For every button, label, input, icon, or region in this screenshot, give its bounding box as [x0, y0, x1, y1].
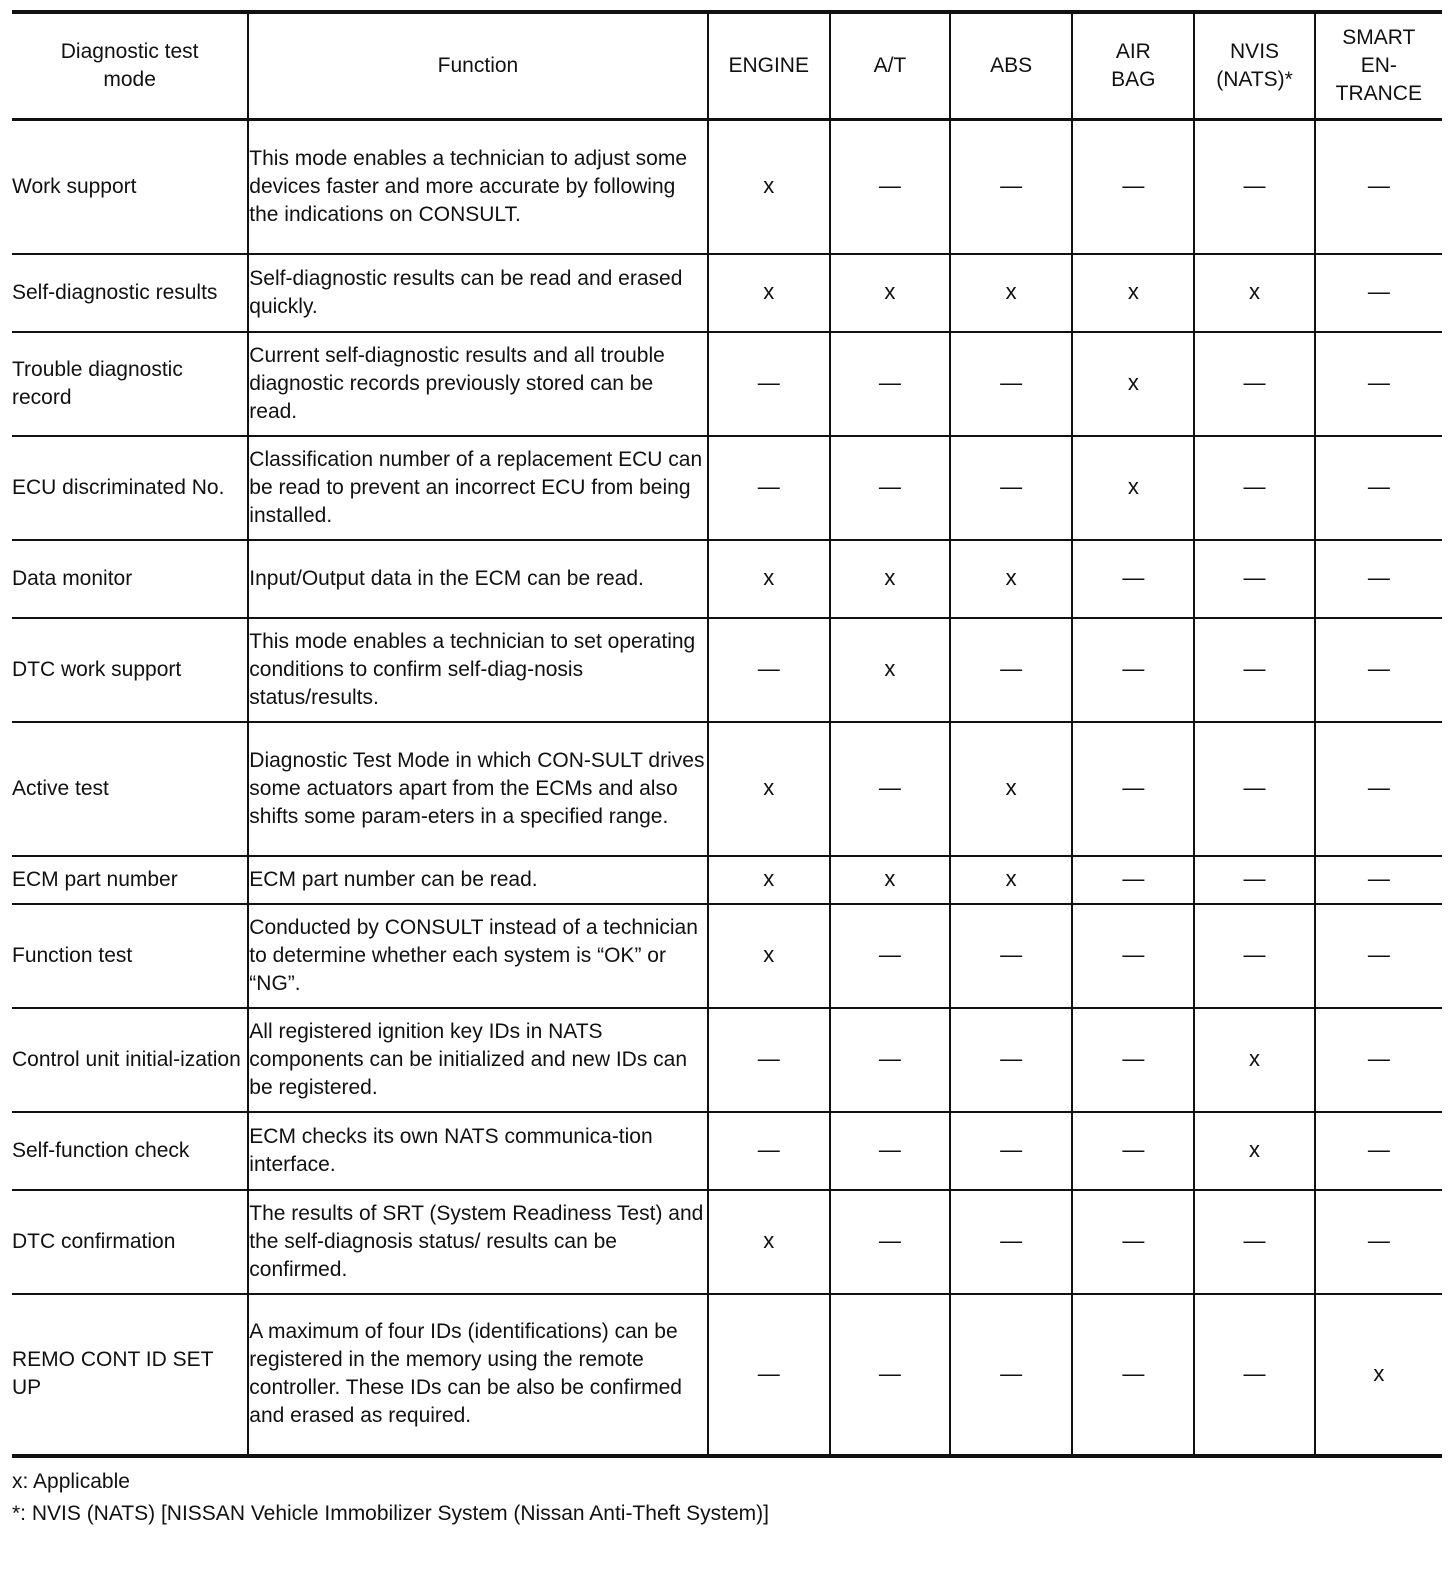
- not-applicable-mark: —: [1122, 1046, 1145, 1071]
- cell-abs: [950, 856, 1072, 904]
- cell-nvis: [1194, 722, 1314, 856]
- cell-smart: [1315, 120, 1442, 254]
- not-applicable-mark: —: [1122, 1228, 1145, 1253]
- not-applicable-mark: —: [1367, 942, 1390, 967]
- cell-at: [830, 904, 950, 1008]
- cell-mode: ECU discriminated No.: [12, 436, 248, 540]
- cell-engine: [708, 1294, 830, 1456]
- cell-smart: [1315, 1008, 1442, 1112]
- table-row: [12, 1112, 1442, 1190]
- cell-engine: [708, 436, 830, 540]
- cell-mode: Work support: [12, 120, 248, 254]
- cell-smart: [1315, 1294, 1442, 1456]
- cell-smart: [1315, 436, 1442, 540]
- table-row: [12, 722, 1442, 856]
- not-applicable-mark: —: [1367, 656, 1390, 681]
- header-function: Function: [248, 12, 707, 120]
- cell-airbag: [1072, 332, 1194, 436]
- not-applicable-mark: —: [1367, 370, 1390, 395]
- cell-smart: [1315, 1190, 1442, 1294]
- cell-abs: [950, 1112, 1072, 1190]
- cell-at: [830, 618, 950, 722]
- cell-nvis: [1194, 904, 1314, 1008]
- not-applicable-mark: —: [1243, 775, 1266, 800]
- not-applicable-mark: —: [1000, 1228, 1023, 1253]
- not-applicable-mark: —: [1367, 173, 1390, 199]
- not-applicable-mark: —: [757, 656, 780, 681]
- header-at: A/T: [830, 12, 950, 120]
- not-applicable-mark: —: [1000, 370, 1023, 395]
- cell-smart: [1315, 904, 1442, 1008]
- cell-function: A maximum of four IDs (identifications) can be registered in the memory using the remote controller. These IDs can be also be confirmed and erased as required.: [248, 1294, 707, 1456]
- footnote-nvis: *: NVIS (NATS) [NISSAN Vehicle Immobilizer System (Nissan Anti-Theft System)]: [12, 1501, 769, 1525]
- cell-mode: ECM part number: [12, 856, 248, 904]
- cell-at: [830, 1190, 950, 1294]
- table-body: [12, 120, 1442, 1456]
- not-applicable-mark: —: [1367, 1137, 1390, 1162]
- footnotes: [12, 1466, 1442, 1530]
- cell-smart: [1315, 332, 1442, 436]
- cell-smart: [1315, 618, 1442, 722]
- header-air-bag: AIR BAG: [1072, 12, 1194, 120]
- cell-abs: [950, 436, 1072, 540]
- not-applicable-mark: —: [1243, 565, 1266, 590]
- not-applicable-mark: —: [1000, 1137, 1023, 1162]
- cell-engine: [708, 1112, 830, 1190]
- cell-mode: Self-diagnostic results: [12, 254, 248, 332]
- applicable-mark: x: [763, 866, 775, 891]
- not-applicable-mark: —: [1122, 1137, 1145, 1162]
- applicable-mark: x: [1249, 1137, 1261, 1162]
- cell-function: Self-diagnostic results can be read and erased quickly.: [248, 254, 707, 332]
- cell-mode: Active test: [12, 722, 248, 856]
- header-smart-entrance: SMART EN-TRANCE: [1315, 12, 1442, 120]
- not-applicable-mark: —: [878, 942, 901, 967]
- applicable-mark: x: [1005, 775, 1017, 800]
- not-applicable-mark: —: [1243, 1228, 1266, 1253]
- not-applicable-mark: —: [1243, 942, 1266, 967]
- not-applicable-mark: —: [1122, 565, 1145, 590]
- applicable-mark: x: [1127, 474, 1139, 499]
- cell-engine: [708, 1008, 830, 1112]
- cell-airbag: [1072, 436, 1194, 540]
- cell-airbag: [1072, 1190, 1194, 1294]
- applicable-mark: x: [1005, 279, 1017, 304]
- applicable-mark: x: [1249, 279, 1261, 304]
- cell-abs: [950, 332, 1072, 436]
- not-applicable-mark: —: [1122, 942, 1145, 967]
- cell-nvis: [1194, 856, 1314, 904]
- table-row: [12, 120, 1442, 254]
- cell-nvis: [1194, 1190, 1314, 1294]
- not-applicable-mark: —: [1367, 565, 1390, 590]
- cell-function: Current self-diagnostic results and all trouble diagnostic records previously stored can be read.: [248, 332, 707, 436]
- cell-at: [830, 254, 950, 332]
- not-applicable-mark: —: [1000, 1360, 1023, 1386]
- not-applicable-mark: —: [878, 1137, 901, 1162]
- cell-engine: [708, 904, 830, 1008]
- applicable-mark: x: [884, 279, 896, 304]
- cell-smart: [1315, 254, 1442, 332]
- cell-function: All registered ignition key IDs in NATS components can be initialized and new IDs can be registered.: [248, 1008, 707, 1112]
- diagnostic-test-mode-table: [12, 10, 1442, 1458]
- not-applicable-mark: —: [1122, 866, 1145, 891]
- applicable-mark: x: [1373, 1360, 1385, 1386]
- cell-nvis: [1194, 332, 1314, 436]
- cell-nvis: [1194, 540, 1314, 618]
- header-diagnostic-test-mode: Diagnostic test mode: [12, 12, 248, 120]
- cell-at: [830, 1112, 950, 1190]
- not-applicable-mark: —: [1367, 1228, 1390, 1253]
- cell-function: Input/Output data in the ECM can be read.: [248, 540, 707, 618]
- applicable-mark: x: [884, 656, 896, 681]
- not-applicable-mark: —: [1122, 173, 1145, 199]
- cell-airbag: [1072, 904, 1194, 1008]
- cell-engine: [708, 254, 830, 332]
- cell-smart: [1315, 540, 1442, 618]
- cell-nvis: [1194, 618, 1314, 722]
- table-row: [12, 1190, 1442, 1294]
- cell-engine: [708, 856, 830, 904]
- cell-abs: [950, 618, 1072, 722]
- cell-smart: [1315, 722, 1442, 856]
- not-applicable-mark: —: [1243, 1360, 1266, 1386]
- not-applicable-mark: —: [1367, 1046, 1390, 1071]
- footnote-applicable: x: Applicable: [12, 1469, 130, 1493]
- not-applicable-mark: —: [1243, 656, 1266, 681]
- table-row: [12, 254, 1442, 332]
- not-applicable-mark: —: [1243, 173, 1266, 199]
- cell-at: [830, 332, 950, 436]
- cell-airbag: [1072, 1294, 1194, 1456]
- cell-mode: Function test: [12, 904, 248, 1008]
- applicable-mark: x: [1127, 370, 1139, 395]
- applicable-mark: x: [763, 942, 775, 967]
- cell-nvis: [1194, 1294, 1314, 1456]
- applicable-mark: x: [763, 173, 775, 199]
- header-engine: ENGINE: [708, 12, 830, 120]
- cell-function: Classification number of a replacement ECU can be read to prevent an incorrect ECU from being installed.: [248, 436, 707, 540]
- cell-airbag: [1072, 1112, 1194, 1190]
- not-applicable-mark: —: [1122, 1360, 1145, 1386]
- not-applicable-mark: —: [1122, 775, 1145, 800]
- table-row: [12, 436, 1442, 540]
- cell-function: ECM checks its own NATS communica-tion interface.: [248, 1112, 707, 1190]
- not-applicable-mark: —: [757, 1046, 780, 1071]
- not-applicable-mark: —: [1367, 279, 1390, 304]
- not-applicable-mark: —: [1243, 370, 1266, 395]
- not-applicable-mark: —: [878, 474, 901, 499]
- not-applicable-mark: —: [878, 1360, 901, 1386]
- cell-abs: [950, 722, 1072, 856]
- applicable-mark: x: [884, 565, 896, 590]
- not-applicable-mark: —: [878, 775, 901, 800]
- table-row: [12, 856, 1442, 904]
- applicable-mark: x: [763, 565, 775, 590]
- not-applicable-mark: —: [878, 173, 901, 199]
- not-applicable-mark: —: [1367, 775, 1390, 800]
- table-row: [12, 618, 1442, 722]
- cell-nvis: [1194, 1112, 1314, 1190]
- cell-engine: [708, 332, 830, 436]
- applicable-mark: x: [884, 866, 896, 891]
- cell-function: ECM part number can be read.: [248, 856, 707, 904]
- cell-abs: [950, 254, 1072, 332]
- not-applicable-mark: —: [1243, 474, 1266, 499]
- not-applicable-mark: —: [1000, 474, 1023, 499]
- not-applicable-mark: —: [757, 370, 780, 395]
- cell-smart: [1315, 1112, 1442, 1190]
- cell-mode: Data monitor: [12, 540, 248, 618]
- header-abs: ABS: [950, 12, 1072, 120]
- cell-function: Diagnostic Test Mode in which CON-SULT drives some actuators apart from the ECMs and also shifts some param-eters in a specified range.: [248, 722, 707, 856]
- cell-at: [830, 856, 950, 904]
- cell-function: The results of SRT (System Readiness Test) and the self-diagnosis status/ results can be confirmed.: [248, 1190, 707, 1294]
- cell-abs: [950, 1294, 1072, 1456]
- document: [12, 10, 1442, 1530]
- not-applicable-mark: —: [1000, 1046, 1023, 1071]
- cell-airbag: [1072, 254, 1194, 332]
- cell-at: [830, 120, 950, 254]
- cell-function: This mode enables a technician to adjust some devices faster and more accurate by following the indications on CONSULT.: [248, 120, 707, 254]
- cell-at: [830, 1294, 950, 1456]
- table-row: [12, 904, 1442, 1008]
- cell-function: This mode enables a technician to set operating conditions to confirm self-diag-nosis status/results.: [248, 618, 707, 722]
- cell-abs: [950, 120, 1072, 254]
- table-row: [12, 332, 1442, 436]
- cell-airbag: [1072, 540, 1194, 618]
- cell-abs: [950, 1190, 1072, 1294]
- not-applicable-mark: —: [1000, 656, 1023, 681]
- cell-engine: [708, 722, 830, 856]
- table-row: [12, 1008, 1442, 1112]
- cell-abs: [950, 1008, 1072, 1112]
- header-nvis-nats: NVIS (NATS)*: [1194, 12, 1314, 120]
- not-applicable-mark: —: [1122, 656, 1145, 681]
- applicable-mark: x: [763, 775, 775, 800]
- cell-engine: [708, 540, 830, 618]
- not-applicable-mark: —: [757, 1360, 780, 1386]
- not-applicable-mark: —: [878, 1046, 901, 1071]
- table-row: [12, 540, 1442, 618]
- cell-airbag: [1072, 856, 1194, 904]
- not-applicable-mark: —: [1000, 173, 1023, 199]
- cell-abs: [950, 904, 1072, 1008]
- cell-engine: [708, 1190, 830, 1294]
- cell-mode: REMO CONT ID SET UP: [12, 1294, 248, 1456]
- cell-mode: DTC confirmation: [12, 1190, 248, 1294]
- applicable-mark: x: [763, 279, 775, 304]
- not-applicable-mark: —: [1367, 866, 1390, 891]
- cell-nvis: [1194, 254, 1314, 332]
- applicable-mark: x: [763, 1228, 775, 1253]
- cell-airbag: [1072, 1008, 1194, 1112]
- not-applicable-mark: —: [1243, 866, 1266, 891]
- applicable-mark: x: [1249, 1046, 1261, 1071]
- cell-engine: [708, 618, 830, 722]
- cell-mode: Trouble diagnostic record: [12, 332, 248, 436]
- applicable-mark: x: [1005, 866, 1017, 891]
- cell-at: [830, 1008, 950, 1112]
- cell-at: [830, 722, 950, 856]
- not-applicable-mark: —: [757, 474, 780, 499]
- cell-function: Conducted by CONSULT instead of a technician to determine whether each system is “OK” or “NG”.: [248, 904, 707, 1008]
- cell-mode: Self-function check: [12, 1112, 248, 1190]
- not-applicable-mark: —: [1367, 474, 1390, 499]
- cell-nvis: [1194, 120, 1314, 254]
- header-row: [12, 12, 1442, 120]
- applicable-mark: x: [1127, 279, 1139, 304]
- not-applicable-mark: —: [878, 370, 901, 395]
- cell-smart: [1315, 856, 1442, 904]
- cell-airbag: [1072, 618, 1194, 722]
- not-applicable-mark: —: [757, 1137, 780, 1162]
- cell-mode: DTC work support: [12, 618, 248, 722]
- cell-airbag: [1072, 722, 1194, 856]
- cell-nvis: [1194, 436, 1314, 540]
- cell-airbag: [1072, 120, 1194, 254]
- applicable-mark: x: [1005, 565, 1017, 590]
- cell-at: [830, 436, 950, 540]
- table-row: [12, 1294, 1442, 1456]
- not-applicable-mark: —: [878, 1228, 901, 1253]
- cell-at: [830, 540, 950, 618]
- cell-abs: [950, 540, 1072, 618]
- not-applicable-mark: —: [1000, 942, 1023, 967]
- cell-mode: Control unit initial-ization: [12, 1008, 248, 1112]
- cell-engine: [708, 120, 830, 254]
- cell-nvis: [1194, 1008, 1314, 1112]
